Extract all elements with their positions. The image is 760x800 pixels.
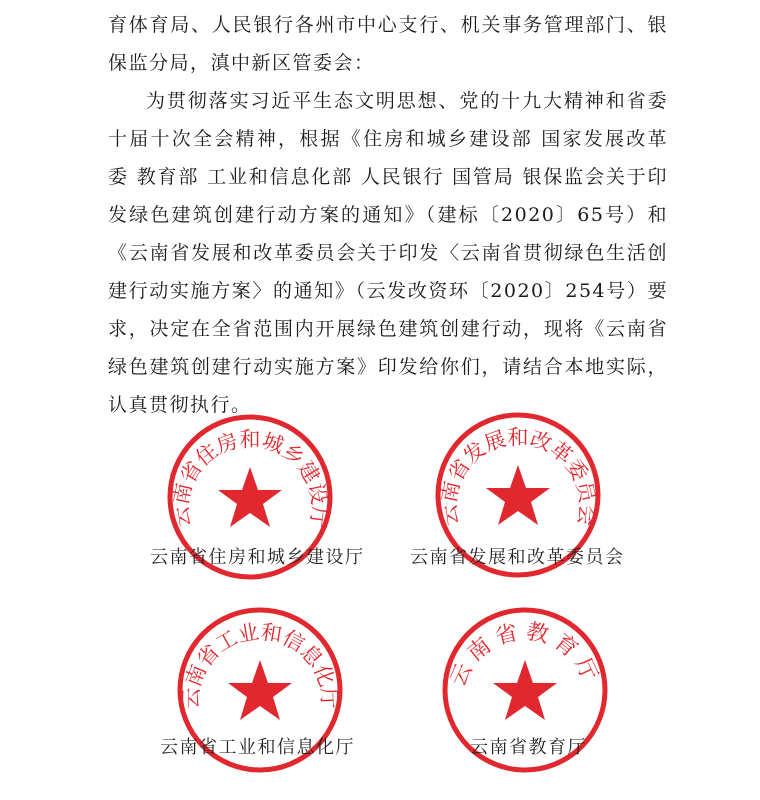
paragraph-recipients: 育体育局、人民银行各州市中心支行、机关事务管理部门、银保监分局，滇中新区管委会：	[108, 14, 668, 74]
signature-industry: 云南省工业和信息化厅	[160, 737, 355, 758]
seal-text: 云南省教育厅	[445, 619, 605, 691]
signature-development: 云南省发展和改革委员会	[410, 547, 625, 568]
seal-text: 云南省发展和改革委员会	[436, 425, 600, 528]
seal-text: 云南省工业和信息化厅	[178, 619, 342, 710]
paragraph-body: 为贯彻落实习近平生态文明思想、党的十九大精神和省委十届十次全会精神，根据《住房和城乡建设部 国家发展改革委 教育部 工业和信息化部 人民银行 国管局 银保监会关于印发绿色建筑创建行动方案的通知》（建标〔2020〕65号）和《云南省发展和改革委员会关于印发〈云南省贯彻绿色生活创建行动实施方案〉的通知》（云发改资环〔2020〕254号）要求，决定在全省范围内开展绿色建筑创建行动，现将《云南省绿色建筑创建行动实施方案》印发给你们，请结合本地实际，认真贯彻执行。	[108, 90, 668, 416]
seal-text: 云南省住房和城乡建设厅	[168, 427, 332, 530]
signature-housing: 云南省住房和城乡建设厅	[150, 547, 365, 568]
signature-education: 云南省教育厅	[470, 737, 587, 758]
